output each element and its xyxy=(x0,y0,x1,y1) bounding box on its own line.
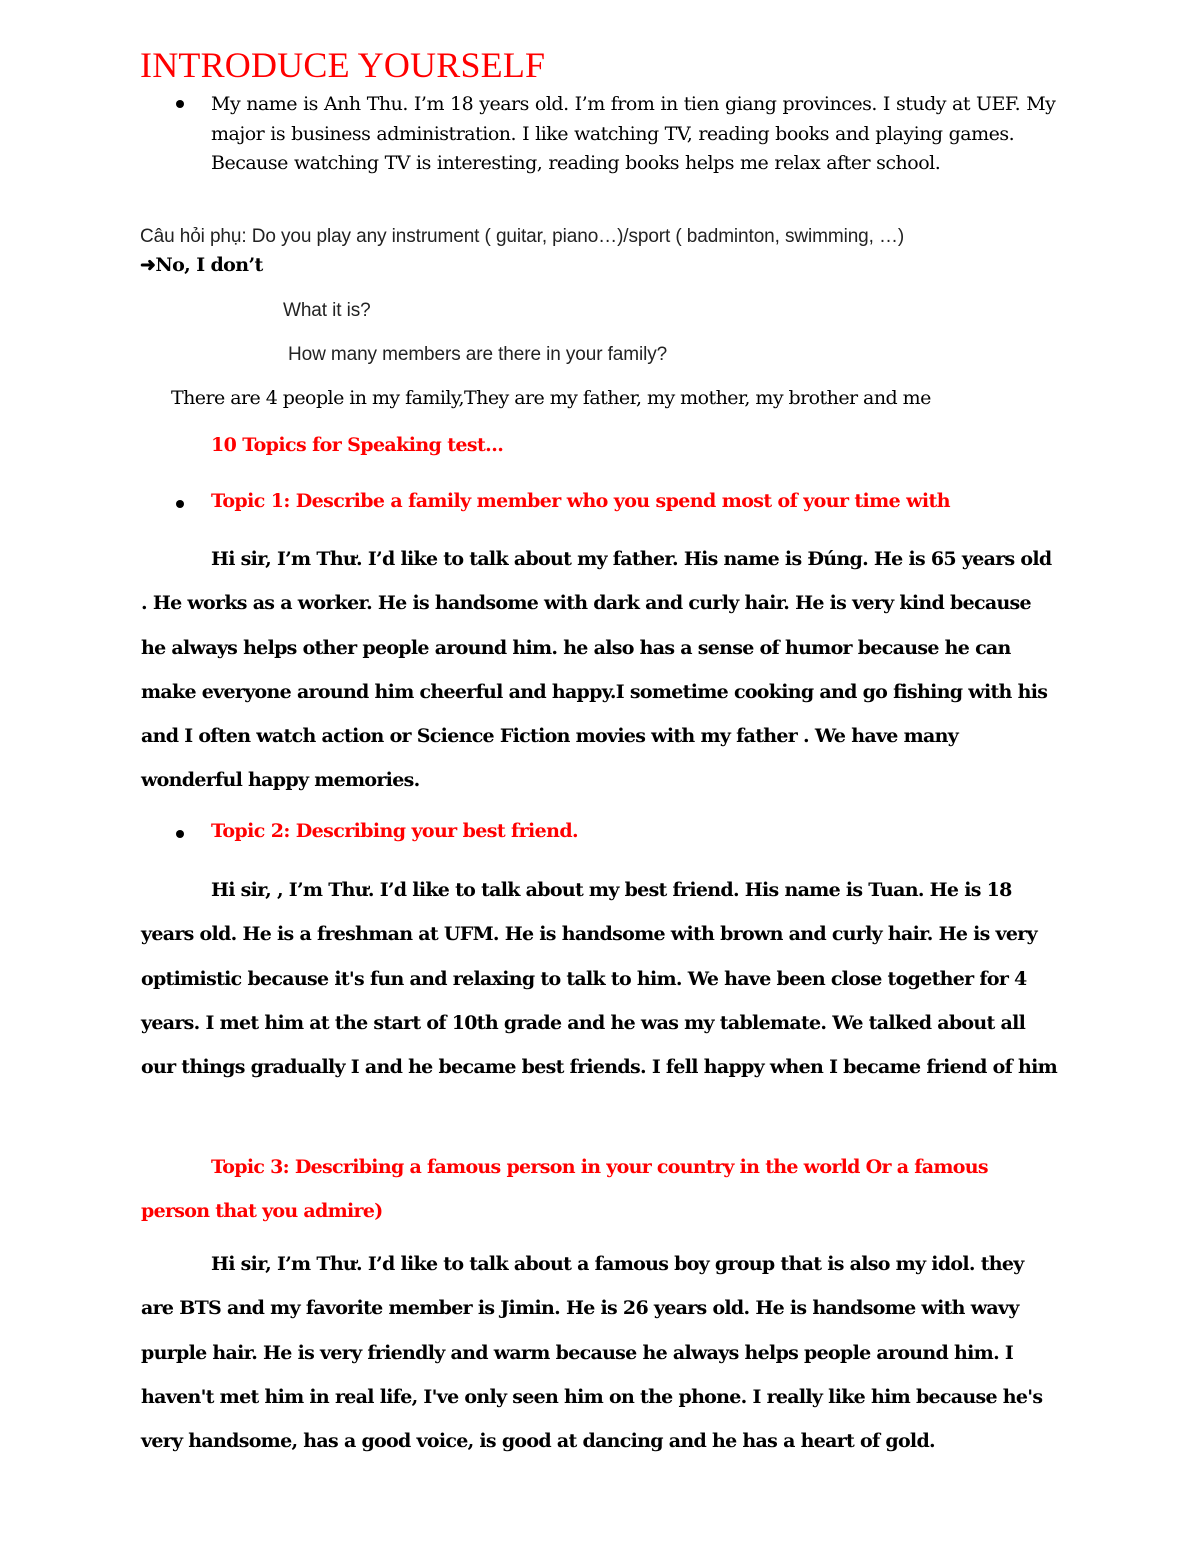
intro-paragraph: My name is Anh Thu. I’m 18 years old. I’m from in tien giang provinces. I study at UEF. My major is business administration. I like watching TV, reading books and playing games. Because watching TV is interesting, reading books helps me relax after school. xyxy=(211,93,1056,174)
answer-text: No, I don’t xyxy=(155,254,263,276)
topic2-body: Hi sir, , I’m Thư. I’d like to talk about my best friend. His name is Tuan. He is 18 years old. He is a freshman at UFM. He is handsome with brown and curly hair. He is very optimistic because it's fun and relaxing to talk to him. We have been close together for 4 years. I met him at the start of 10th grade and he was my tablemate. We talked about all our things gradually I and he became best friends. I fell happy when I became friend of him xyxy=(141,879,1058,1079)
question-family: How many members are there in your family? xyxy=(288,344,668,365)
page-title: INTRODUCE YOURSELF xyxy=(140,45,546,85)
topic3-body: Hi sir, I’m Thư. I’d like to talk about a famous boy group that is also my idol. they are BTS and my favorite member is Jimin. He is 26 years old. He is handsome with wavy purple hair. He is very friendly and warm because he always helps people around him. I haven't met him in real life, I've only seen him on the phone. I really like him because he's very handsome, has a good voice, is good at dancing and he has a heart of gold. xyxy=(141,1253,1043,1453)
answer-line xyxy=(140,254,263,276)
bullet-dot-icon xyxy=(176,500,184,508)
right-arrow-icon: ➜ xyxy=(140,254,156,276)
question-what: What it is? xyxy=(283,300,371,321)
topic2-heading: Topic 2: Describing your best friend. xyxy=(211,820,579,842)
bullet-dot-icon xyxy=(176,830,184,838)
bullet-dot-icon xyxy=(176,100,184,108)
family-answer: There are 4 people in my family,They are my father, my mother, my brother and me xyxy=(171,387,931,409)
topic3-heading: Topic 3: Describing a famous person in your country in the world Or a famous person that you admire) xyxy=(141,1156,988,1222)
topic1-body: Hi sir, I’m Thư. I’d like to talk about my father. His name is Đúng. He is 65 years old . He works as a worker. He is handsome with dark and curly hair. He is very kind because he always helps other people around him. he also has a sense of humor because he can make everyone around him cheerful and happy.I sometime cooking and go fishing with his and I often watch action or Science Fiction movies with my father . We have many wonderful happy memories. xyxy=(141,548,1052,792)
topic1-heading: Topic 1: Describe a family member who you spend most of your time with xyxy=(211,490,950,512)
sub-question: Câu hỏi phụ: Do you play any instrument ( guitar, piano…)/sport ( badminton, swimming, …) xyxy=(140,226,905,247)
topics-heading: 10 Topics for Speaking test... xyxy=(211,434,504,456)
